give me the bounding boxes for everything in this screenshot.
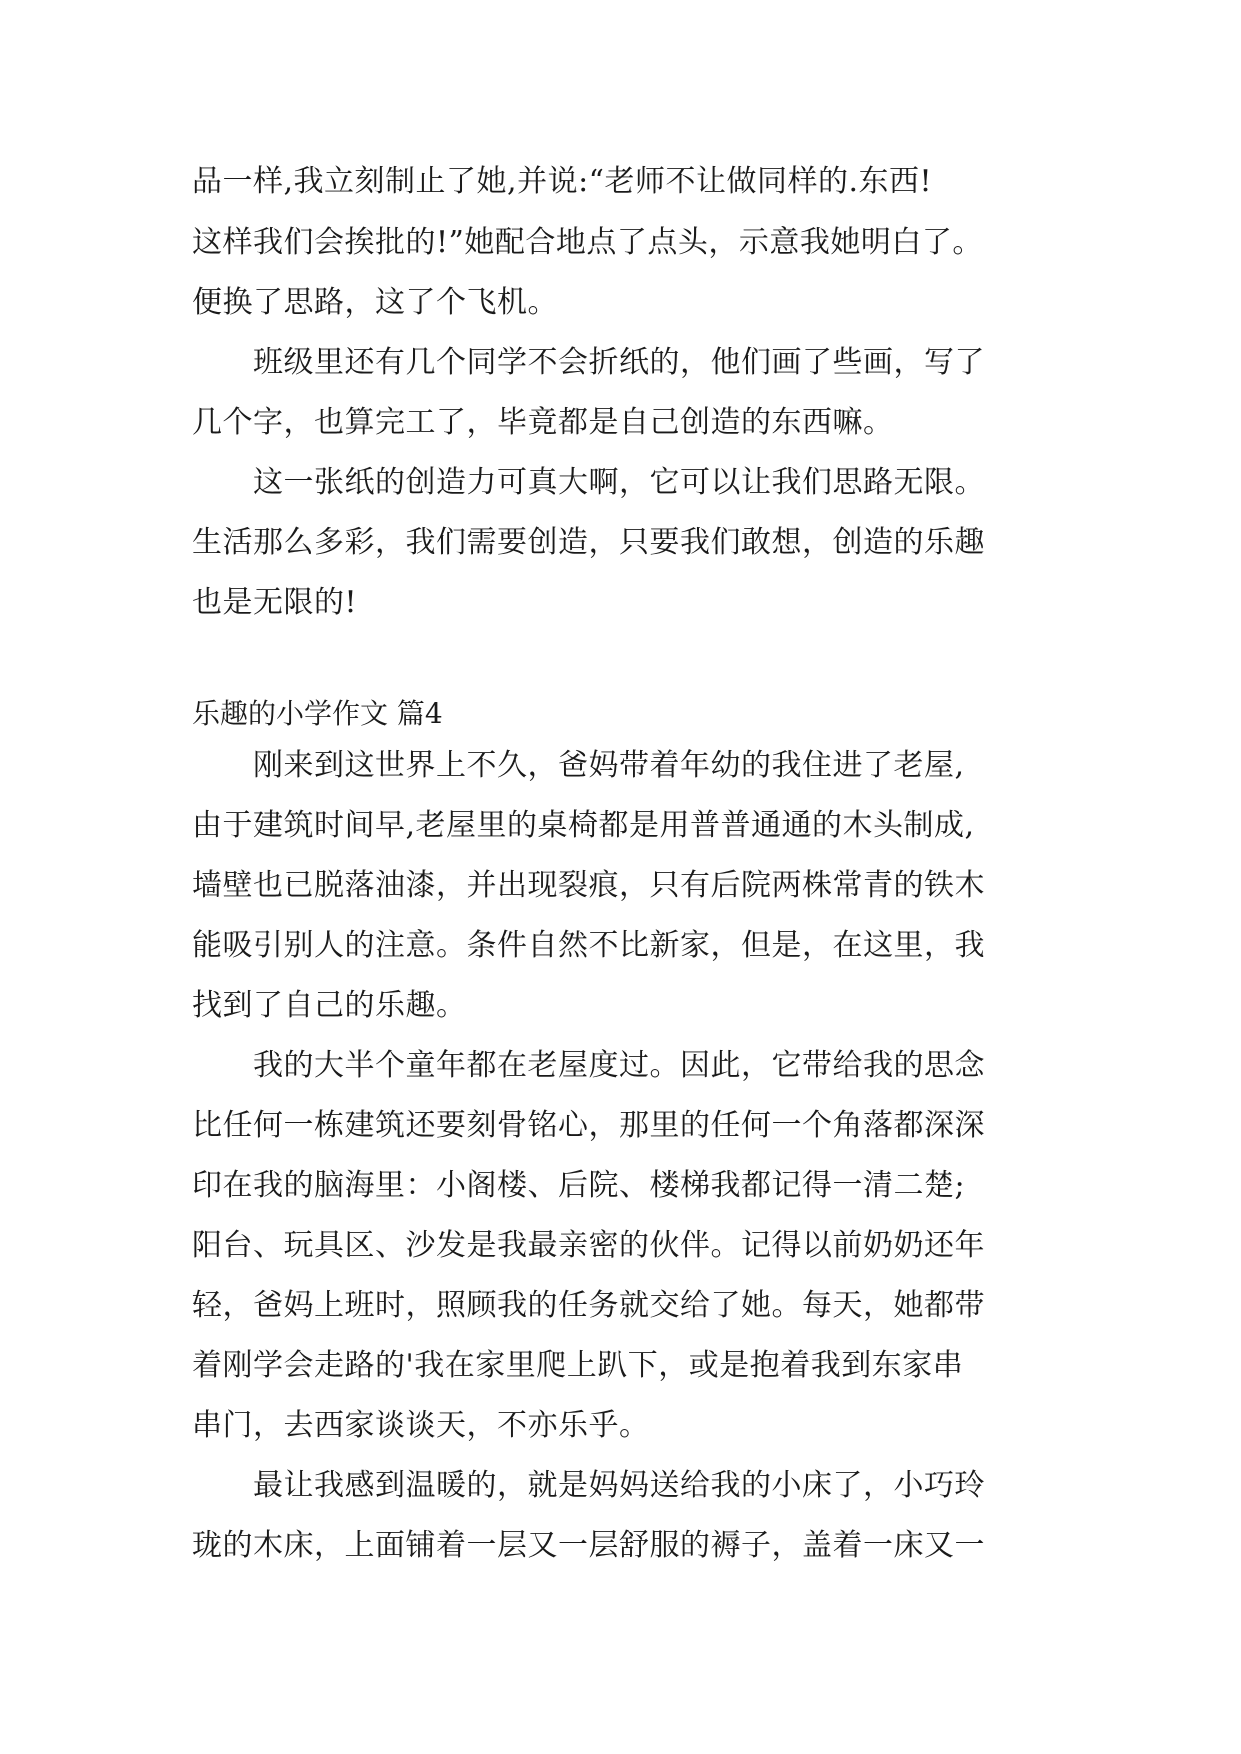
text-line: 印在我的脑海里：小阁楼、后院、楼梯我都记得一清二楚; [192, 1168, 966, 1203]
text-line: 串门，去西家谈谈天，不亦乐乎。 [192, 1408, 650, 1443]
text-line: 找到了自己的乐趣。 [192, 988, 467, 1023]
text-line: 由于建筑时间早,老屋里的桌椅都是用普普通通的木头制成, [192, 808, 975, 843]
text-line: 班级里还有几个同学不会折纸的，他们画了些画，写了 [192, 345, 985, 380]
text-line: 着刚学会走路的'我在家里爬上趴下，或是抱着我到东家串 [192, 1348, 964, 1383]
text-line: 品一样,我立刻制止了她,并说:“老师不让做同样的.东西! [192, 164, 933, 199]
text-line: 这一张纸的创造力可真大啊，它可以让我们思路无限。 [192, 465, 985, 500]
text-line: 刚来到这世界上不久，爸妈带着年幼的我住进了老屋, [192, 748, 965, 783]
text-line: 这样我们会挨批的!”她配合地点了点头，示意我她明白了。 [192, 225, 983, 260]
text-line: 最让我感到温暖的，就是妈妈送给我的小床了，小巧玲 [192, 1468, 985, 1503]
text-line: 几个字，也算完工了，毕竟都是自己创造的东西嘛。 [192, 405, 894, 440]
text-line: 也是无限的! [192, 585, 358, 620]
text-line: 珑的木床，上面铺着一层又一层舒服的褥子，盖着一床又一 [192, 1528, 985, 1563]
section-heading: 乐趣的小学作文 篇4 [192, 697, 443, 730]
text-line: 墙壁也已脱落油漆，并出现裂痕，只有后院两株常青的铁木 [192, 868, 985, 903]
text-line: 能吸引别人的注意。条件自然不比新家，但是，在这里，我 [192, 928, 985, 963]
text-line: 便换了思路，这了个飞机。 [192, 285, 558, 320]
text-line: 比任何一栋建筑还要刻骨铭心，那里的任何一个角落都深深 [192, 1108, 985, 1143]
text-line: 阳台、玩具区、沙发是我最亲密的伙伴。记得以前奶奶还年 [192, 1228, 985, 1263]
text-line: 轻，爸妈上班时，照顾我的任务就交给了她。每天，她都带 [192, 1288, 985, 1323]
text-line: 生活那么多彩，我们需要创造，只要我们敢想，创造的乐趣 [192, 525, 985, 560]
text-line: 我的大半个童年都在老屋度过。因此，它带给我的思念 [192, 1048, 985, 1083]
